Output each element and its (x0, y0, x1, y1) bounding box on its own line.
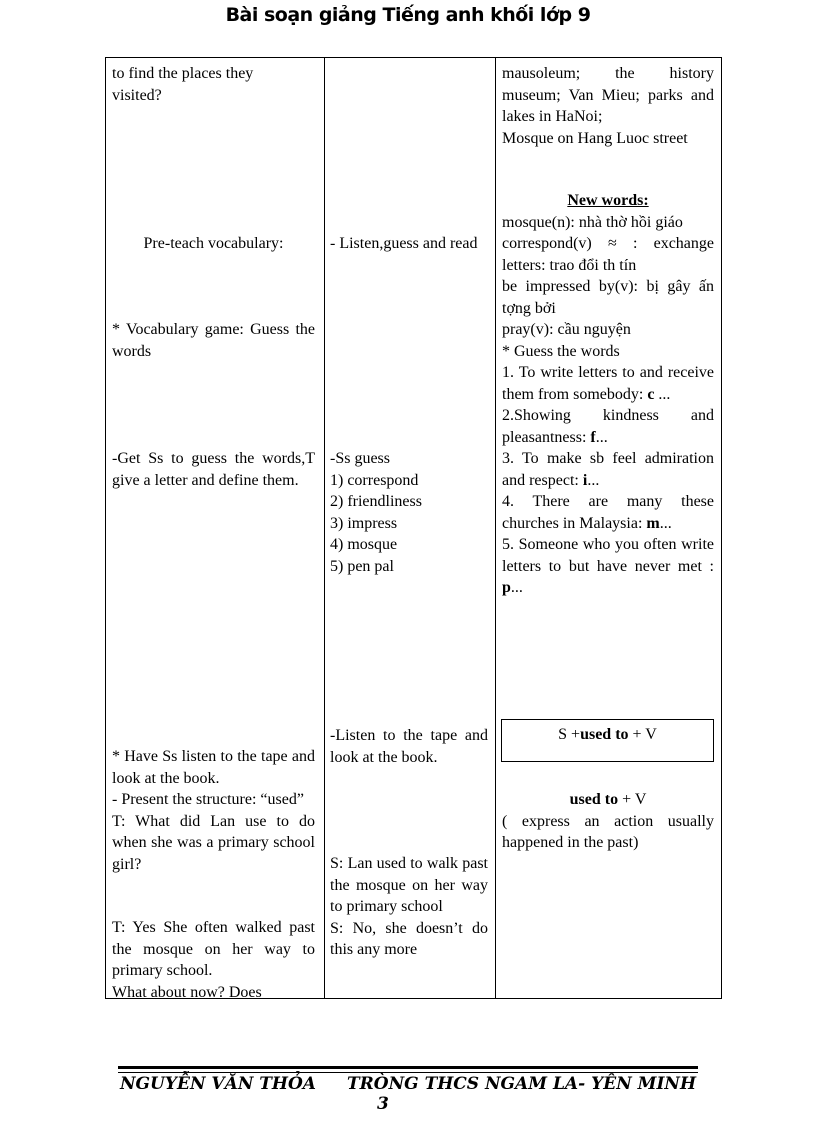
col3-block-formula (502, 789, 714, 854)
col1-text: Pre-teach vocabulary: (143, 235, 284, 252)
col1-block-c (112, 319, 315, 362)
page-header: Bài soạn giảng Tiếng anh khối lớp 9 (225, 4, 591, 26)
vocab-item: mosque(n): nhà thờ hồi giáo (502, 213, 683, 231)
clue-item (502, 448, 714, 491)
vocab-item: pray(v): cầu nguyện (502, 321, 631, 338)
col2-block-c (330, 725, 488, 768)
vocab-item: correspond(v) ≈ : exchange letters: trao đổi th tín (502, 235, 714, 274)
col2-block-a (330, 233, 488, 255)
formula-bold: used to (580, 726, 629, 743)
vocab-item: be impressed by(v): bị gây ấn tợng bởi (502, 278, 714, 317)
clue-letter: c (647, 385, 655, 403)
col2-block-d (330, 853, 488, 961)
col2-text: S: Lan used to walk past the mosque on her way to primary school (330, 855, 488, 915)
footer-rule (118, 1066, 698, 1069)
structure-note: ( express an action usually happened in the past) (502, 812, 714, 851)
col1-text: What about now? Does (112, 983, 262, 1001)
footer-author: NGUYỄN VĂN THỎA (120, 1074, 316, 1094)
column-divider-2 (495, 58, 496, 998)
clue-text: 5. Someone who you often write letters to but have never met : (502, 536, 714, 575)
clue-item (502, 405, 714, 448)
col1-text: to find the places they (112, 65, 254, 82)
col1-text: T: Yes She often walked past the mosque on her way to primary school. (112, 919, 315, 979)
col1-text: * Have Ss listen to the tape and look at the book. (112, 748, 315, 787)
col3-text: mausoleum; the history museum; Van Mieu; parks and lakes in HaNoi; (502, 65, 714, 125)
col2-text: -Listen to the tape and look at the book. (330, 727, 488, 766)
clue-letter: f (590, 428, 596, 446)
clue-text: 1. To write letters to and receive them from somebody: (502, 364, 714, 403)
col1-text: * Vocabulary game: Guess the words (112, 321, 315, 360)
col1-text: T: What did Lan use to do when she was a primary school girl? (112, 812, 315, 873)
clue-text: 2.Showing kindness and pleasantness: (502, 407, 714, 446)
clue-letter: m (646, 514, 660, 532)
word-list-item: 3) impress (330, 514, 398, 532)
clue-dots: ... (654, 385, 671, 403)
clue-text: 4. There are many these churches in Malaysia: (502, 493, 714, 532)
formula-post: + V (628, 726, 657, 743)
page-number: 3 (377, 1094, 389, 1114)
footer-school: TRÒNG THCS NGAM LA- YÊN MINH (347, 1074, 697, 1094)
clue-letter: p (502, 579, 511, 596)
formula-pre: S + (558, 726, 581, 743)
word-list-item: 1) correspond (330, 471, 419, 489)
col2-text: -Ss guess (330, 450, 391, 467)
new-words-heading: New words: (567, 192, 649, 209)
clue-text: 3. To make sb feel admiration and respect: (502, 450, 714, 489)
col3-text: Mosque on Hang Luoc street (502, 129, 688, 147)
col2-text: S: No, she doesn’t do this any more (330, 919, 488, 958)
lesson-table (105, 57, 722, 999)
col1-text: -Get Ss to guess the words,T give a letter and define them. (112, 450, 315, 489)
clue-dots: ... (659, 514, 672, 532)
col1-text: - Present the structure: “used” (112, 791, 304, 808)
clue-item (502, 534, 714, 599)
clue-dots: ... (595, 428, 608, 446)
col1-block-b (112, 233, 315, 255)
col1-text: visited? (112, 86, 162, 104)
clue-item (502, 362, 714, 405)
col1-block-d (112, 448, 315, 491)
structure-line (502, 789, 714, 811)
clue-dots: ... (587, 471, 600, 489)
guess-heading: * Guess the words (502, 342, 620, 360)
col1-block-e (112, 746, 315, 875)
structure-box (501, 719, 714, 762)
clue-dots: ... (510, 579, 523, 596)
clue-letter: i (582, 471, 588, 489)
footer-rule-thin (118, 1072, 698, 1073)
word-list-item: 2) friendliness (330, 493, 422, 510)
col3-block-vocab (502, 190, 714, 599)
formula-post: + V (618, 791, 647, 808)
col3-block-a (502, 63, 714, 149)
col1-block-a (112, 63, 315, 106)
column-divider-1 (324, 58, 325, 998)
col1-block-f (112, 917, 315, 1003)
clue-item (502, 491, 714, 534)
formula-bold: used to (569, 791, 619, 808)
col2-block-b (330, 448, 488, 577)
word-list-item: 5) pen pal (330, 557, 394, 575)
col2-text: - Listen,guess and read (330, 235, 478, 252)
word-list-item: 4) mosque (330, 536, 398, 553)
